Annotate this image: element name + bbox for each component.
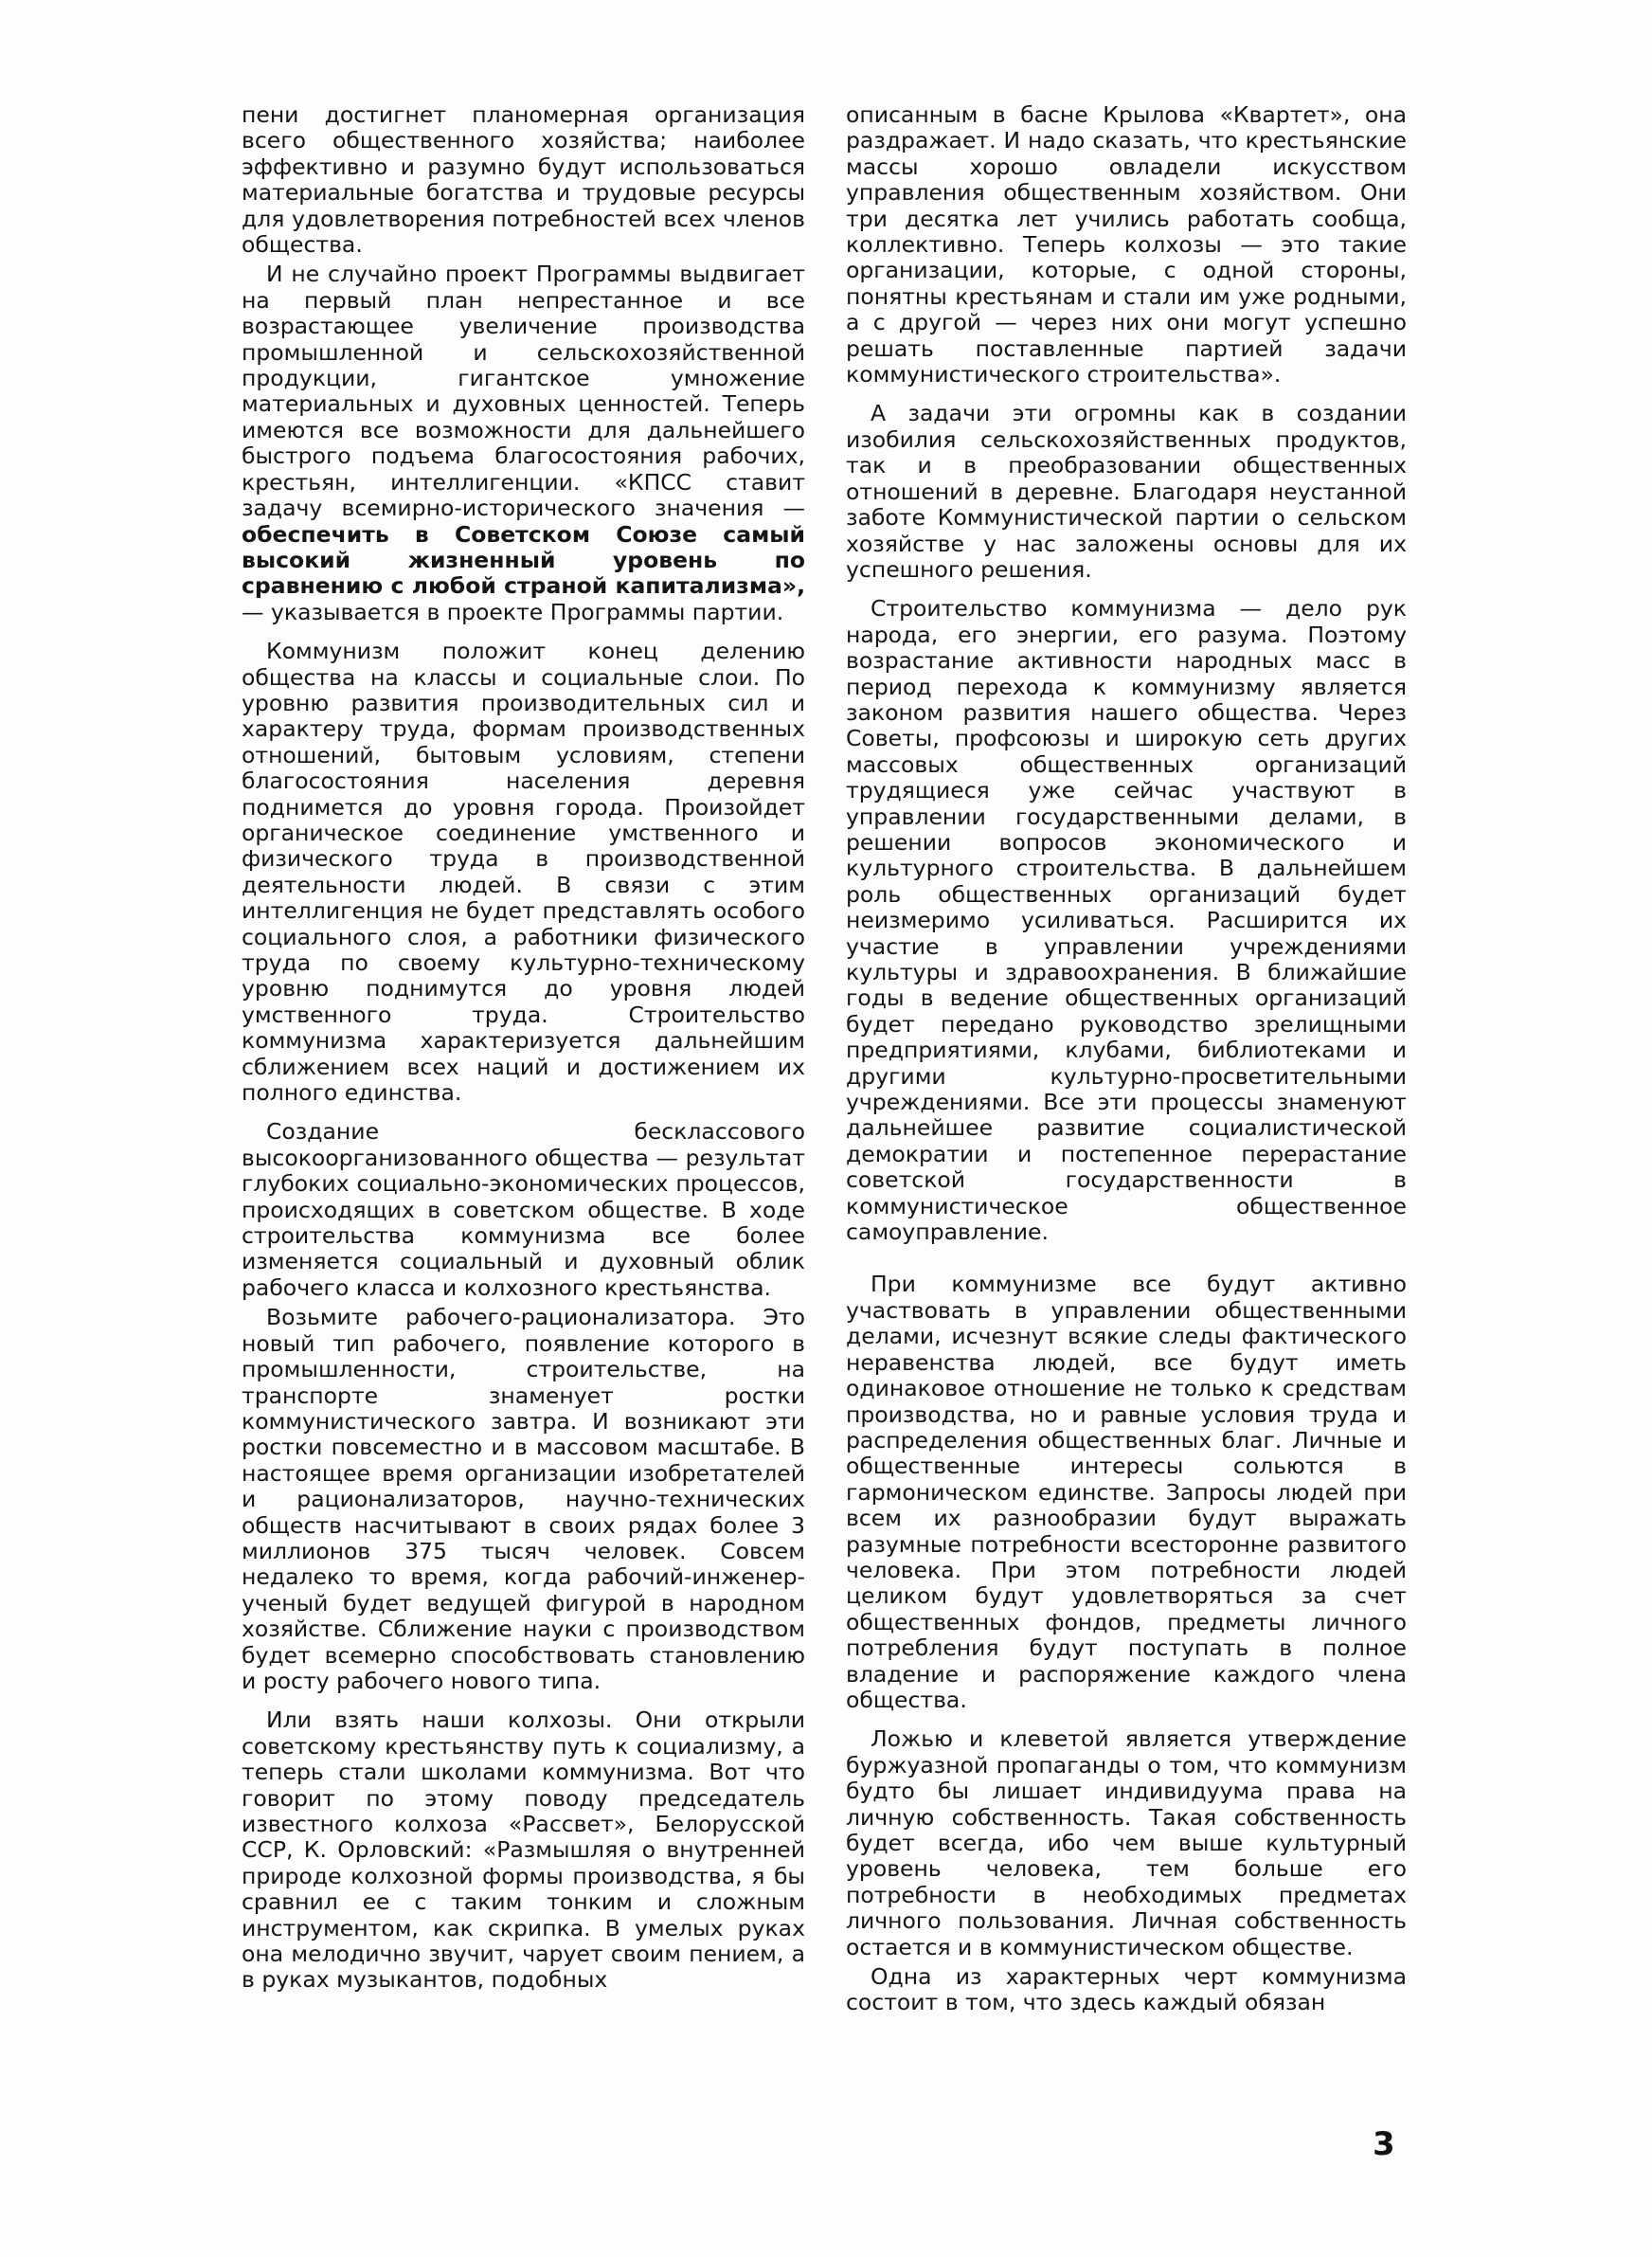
paragraph: При коммунизме все будут активно участвовать в управлении общественными делами, исчезнут всякие следы фактического неравенства людей, все будут иметь одинаковое отношение не только к средствам производства, но и равные условия труда и распределения общественных благ. Личные и общественные интересы сольются в гармоническом единстве. Запросы людей при всем их разнообразии будут выражать разумные потребности всесторонне развитого человека. При этом потребности людей целиком будут удовлетворяться за счет общественных фондов, предметы личного потребления будут поступать в полное владение и распоряжение каждого члена общества. (846, 1271, 1407, 1713)
paragraph: Или взять наши колхозы. Они открыли советскому крестьянству путь к социализму, а теперь стали школами коммунизма. Вот что говорит по этому поводу председатель известного колхоза «Рассвет», Белорусской ССР, К. Орловский: «Размышляя о внутренней природе колхозной формы производства, я бы сравнил ее с таким тонким и сложным инструментом, как скрипка. В умелых руках она мелодично звучит, чарует своим пением, а в руках музыкантов, подобных (242, 1706, 805, 1994)
page-number: 3 (1373, 2125, 1395, 2163)
paragraph-text: И не случайно проект Программы выдвигает на первый план непрестанное и все возрастающее увеличение производства промышленной и сельскохозяйственной продукции, гигантское умножение материальных и духовных ценностей. Теперь имеются все возможности для дальнейшего быстрого подъема благосостояния рабочих, крестьян, интеллигенции. «КПСС ставит задачу всемирно-исторического значения — (242, 261, 805, 522)
paragraph-text: — указывается в проекте Программы партии. (242, 598, 784, 625)
right-text-column (846, 102, 1407, 2030)
paragraph: Строительство коммунизма — дело рук народа, его энергии, его разума. Поэтому возрастание активности народных масс в период перехода к коммунизму является законом развития нашего общества. Через Советы, профсоюзы и широкую сеть других массовых общественных организаций трудящиеся уже сейчас участвуют в управлении государственными делами, в решении вопросов экономического и культурного строительства. В дальнейшем роль общественных организаций будет неизмеримо усиливаться. Расширится их участие в управлении учреждениями культуры и здравоохранения. В ближайшие годы в ведение общественных организаций будет передано руководство зрелищными предприятиями, клубами, библиотеками и другими культурно-просветительными учреждениями. Все эти процессы знаменуют дальнейшее развитие социалистической демократии и постепенное перерастание советской государственности в коммунистическое общественное самоуправление. (846, 595, 1407, 1246)
paragraph: Ложью и клеветой является утверждение буржуазной пропаганды о том, что коммунизм будто бы лишает индивидуума права на личную собственность. Такая собственность будет всегда, ибо чем выше культурный уровень человека, тем больше его потребности в необходимых предметах личного пользования. Личная собственность остается и в коммунистическом обществе. (846, 1725, 1407, 1960)
paragraph: Создание бесклассового высокоорганизованного общества — результат глубоких социально-экономических процессов, происходящих в советском обществе. В ходе строительства коммунизма все более изменяется социальный и духовный облик рабочего класса и колхозного крестьянства. (242, 1118, 805, 1301)
paragraph: А задачи эти огромны как в создании изобилия сельскохозяйственных продуктов, так и в преобразовании общественных отношений в деревне. Благодаря неустанной заботе Коммунистической партии о сельском хозяйстве у нас заложены основы для их успешного решения. (846, 400, 1407, 583)
paragraph: пени достигнет планомерная организация всего общественного хозяйства; наиболее эффективно и разумно будут использоваться материальные богатства и трудовые ресурсы для удовлетворения потребностей всех членов общества. (242, 101, 805, 259)
paragraph (242, 262, 805, 625)
bold-quote: обеспечить в Советском Союзе самый высокий жизненный уровень по сравнению с любой страной капитализма», (242, 520, 805, 600)
paragraph: Возьмите рабочего-рационализатора. Это новый тип рабочего, появление которого в промышленности, строительстве, на транспорте знаменует ростки коммунистического завтра. И возникают эти ростки повсеместно и в массовом масштабе. В настоящее время организации изобретателей и рационализаторов, научно-технических обществ насчитывают в своих рядах более 3 миллионов 375 тысяч человек. Совсем недалеко то время, когда рабочий-инженер-ученый будет ведущей фигурой в народном хозяйстве. Сближение науки с производством будет всемерно способствовать становлению и росту рабочего нового типа. (242, 1304, 805, 1694)
paragraph: описанным в басне Крылова «Квартет», она раздражает. И надо сказать, что крестьянские массы хорошо овладели искусством управления общественным хозяйством. Они три десятка лет учились работать сообща, коллективно. Теперь колхозы — это такие организации, которые, с одной стороны, понятны крестьянам и стали им уже родными, а с другой — через них они могут успешно решать поставленные партией задачи коммунистического строительства». (846, 101, 1407, 388)
paragraph: Коммунизм положит конец делению общества на классы и социальные слои. По уровню развития производительных сил и характеру труда, формам производственных отношений, бытовым условиям, степени благосостояния населения деревня поднимется до уровня города. Произойдет органическое соединение умственного и физического труда в производственной деятельности людей. В связи с этим интеллигенция не будет представлять особого социального слоя, а работники физического труда по своему культурно-техническому уровню поднимутся до уровня людей умственного труда. Строительство коммунизма характеризуется дальнейшим сближением всех наций и достижением их полного единства. (242, 638, 805, 1107)
left-text-column (242, 102, 805, 2007)
paragraph: Одна из характерных черт коммунизма состоит в том, что здесь каждый обязан (846, 1963, 1407, 2016)
